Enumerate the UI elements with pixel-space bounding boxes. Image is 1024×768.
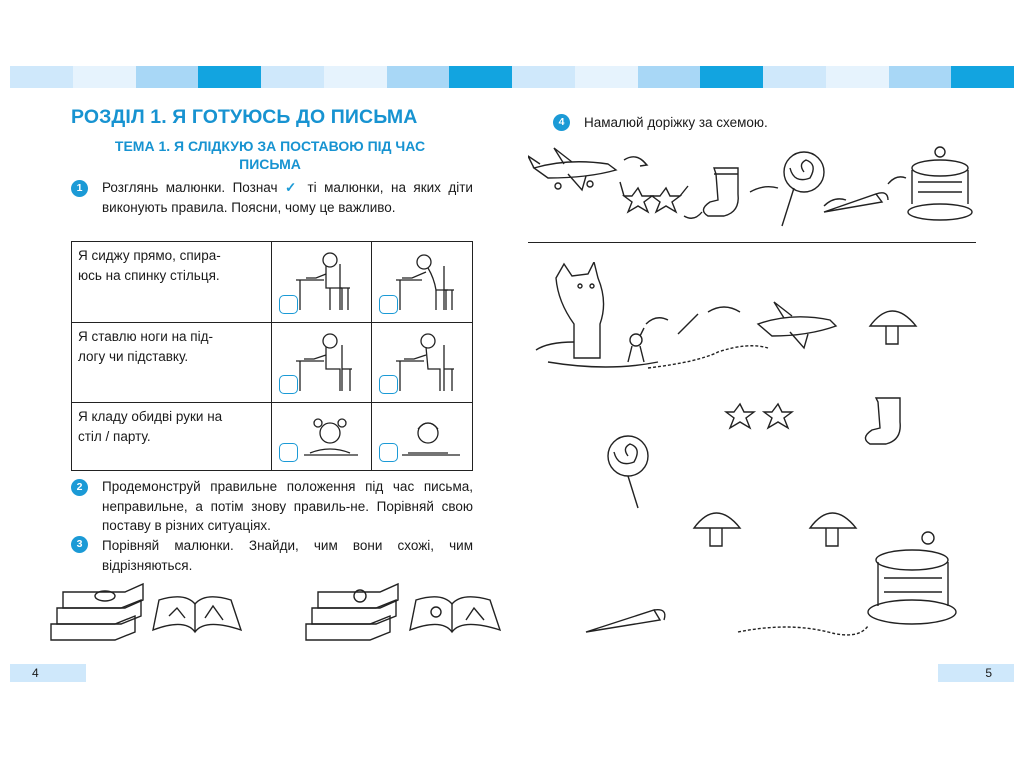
band-segment [198,66,261,88]
star-glasses-icon [726,404,792,428]
table-row [72,323,473,403]
sock-icon [703,168,738,216]
task1-text-after: ті малюнки, на яких діти виконують правила. Поясни, чому це важливо. [102,180,473,215]
arrow-icon [708,307,740,312]
rule-text-cell [72,323,272,403]
open-book-icon [153,597,241,632]
band-segment [387,66,450,88]
band-segment [324,66,387,88]
band-segment [638,66,701,88]
topic-title-text: ТЕМА 1. Я СЛІДКУЮ ЗА ПОСТАВОЮ ПІД ЧАС ПИСЬМА [114,138,426,172]
section-title: РОЗДІЛ 1. Я ГОТУЮСЬ ДО ПИСЬМА [71,106,418,128]
arrow-icon [750,187,778,192]
task1-text-before: Розглянь малюнки. Познач [102,180,278,195]
arrow-icon [888,177,906,184]
table-row [72,403,473,471]
band-segment [261,66,324,88]
answer-checkbox[interactable] [379,295,398,314]
boy-hands-on-desk-icon [396,409,466,469]
answer-checkbox[interactable] [279,443,298,462]
task-number-badge: 3 [71,536,88,553]
band-segment [889,66,952,88]
pencil-icon [678,314,698,334]
picture-cell [271,323,372,403]
task-number-badge: 2 [71,479,88,496]
path-drawing-area [528,262,978,652]
task2-instruction: Продемонструй правильне положення під час письма, неправильне, а потім знову правиль-не. Порівняй свою поставу в різних ситуаціях. [102,479,473,533]
girl-sitting-straight-icon [296,248,366,318]
topic-title [100,137,440,173]
arrow-head-icon [640,160,647,166]
boy-slouching-icon [396,248,466,318]
rule-text: Я кладу обидві руки на стіл / парту. [78,409,223,444]
band-segment [826,66,889,88]
picture-cell [372,242,473,323]
rule-text: Я ставлю ноги на під- логу чи підставку. [78,329,213,364]
band-segment [951,66,1014,88]
girl-feet-on-floor-icon [296,329,366,399]
picture-cell [271,242,372,323]
answer-checkbox[interactable] [279,375,298,394]
posture-rules-table [71,241,473,471]
closed-books-icon [51,584,143,640]
band-segment [700,66,763,88]
cake-icon [868,532,956,624]
airplane-icon [528,148,616,190]
rule-text-cell [72,403,272,471]
pizza-slice-icon [586,610,665,632]
task-number-badge: 4 [553,114,570,131]
task3-instruction: Порівняй малюнки. Знайди, чим вони схожі, чим відрізняються. [102,538,473,573]
table-row [72,242,473,323]
band-segment [763,66,826,88]
mushroom-icon [694,513,740,546]
books-picture-right [300,580,505,646]
closed-books-icon [306,584,398,640]
cat-character-icon [536,262,604,358]
checkmark-icon: ✓ [285,180,301,195]
band-segment [10,66,73,88]
top-color-band [10,66,1014,88]
band-segment [575,66,638,88]
cake-icon [908,147,972,220]
picture-cell [271,403,372,471]
lollipop-icon [782,152,824,226]
mouse-character-icon [628,328,644,362]
answer-checkbox[interactable] [379,375,398,394]
path-scheme [528,138,988,230]
pizza-slice-icon [824,193,888,212]
mushroom-icon [810,513,856,546]
rule-text-cell [72,242,272,323]
star-glasses-icon [620,182,688,212]
task4-instruction: Намалюй доріжку за схемою. [584,115,768,130]
band-segment [449,66,512,88]
answer-checkbox[interactable] [379,443,398,462]
airplane-icon [758,302,836,348]
answer-checkbox[interactable] [279,295,298,314]
books-picture-left [45,580,245,646]
rule-text: Я сиджу прямо, спира- юсь на спинку стільця. [78,248,221,283]
lollipop-icon [608,436,648,508]
ground-shadow [548,362,658,367]
page-number-left: 4 [10,664,86,682]
task1-instruction [102,178,473,217]
girl-hands-on-desk-icon [296,409,366,469]
band-segment [136,66,199,88]
band-segment [512,66,575,88]
open-book-icon [410,597,500,632]
band-segment [73,66,136,88]
finish-path [738,626,868,635]
arrow-icon [646,318,668,324]
arrow-icon [684,212,702,218]
boy-feet-on-floor-icon [396,329,466,399]
picture-cell [372,403,473,471]
section-divider [528,242,976,243]
picture-cell [372,323,473,403]
page-number-right: 5 [938,664,1014,682]
mushroom-icon [870,311,916,344]
task-number-badge: 1 [71,180,88,197]
sock-icon [865,398,900,444]
drawing-path [648,346,768,368]
